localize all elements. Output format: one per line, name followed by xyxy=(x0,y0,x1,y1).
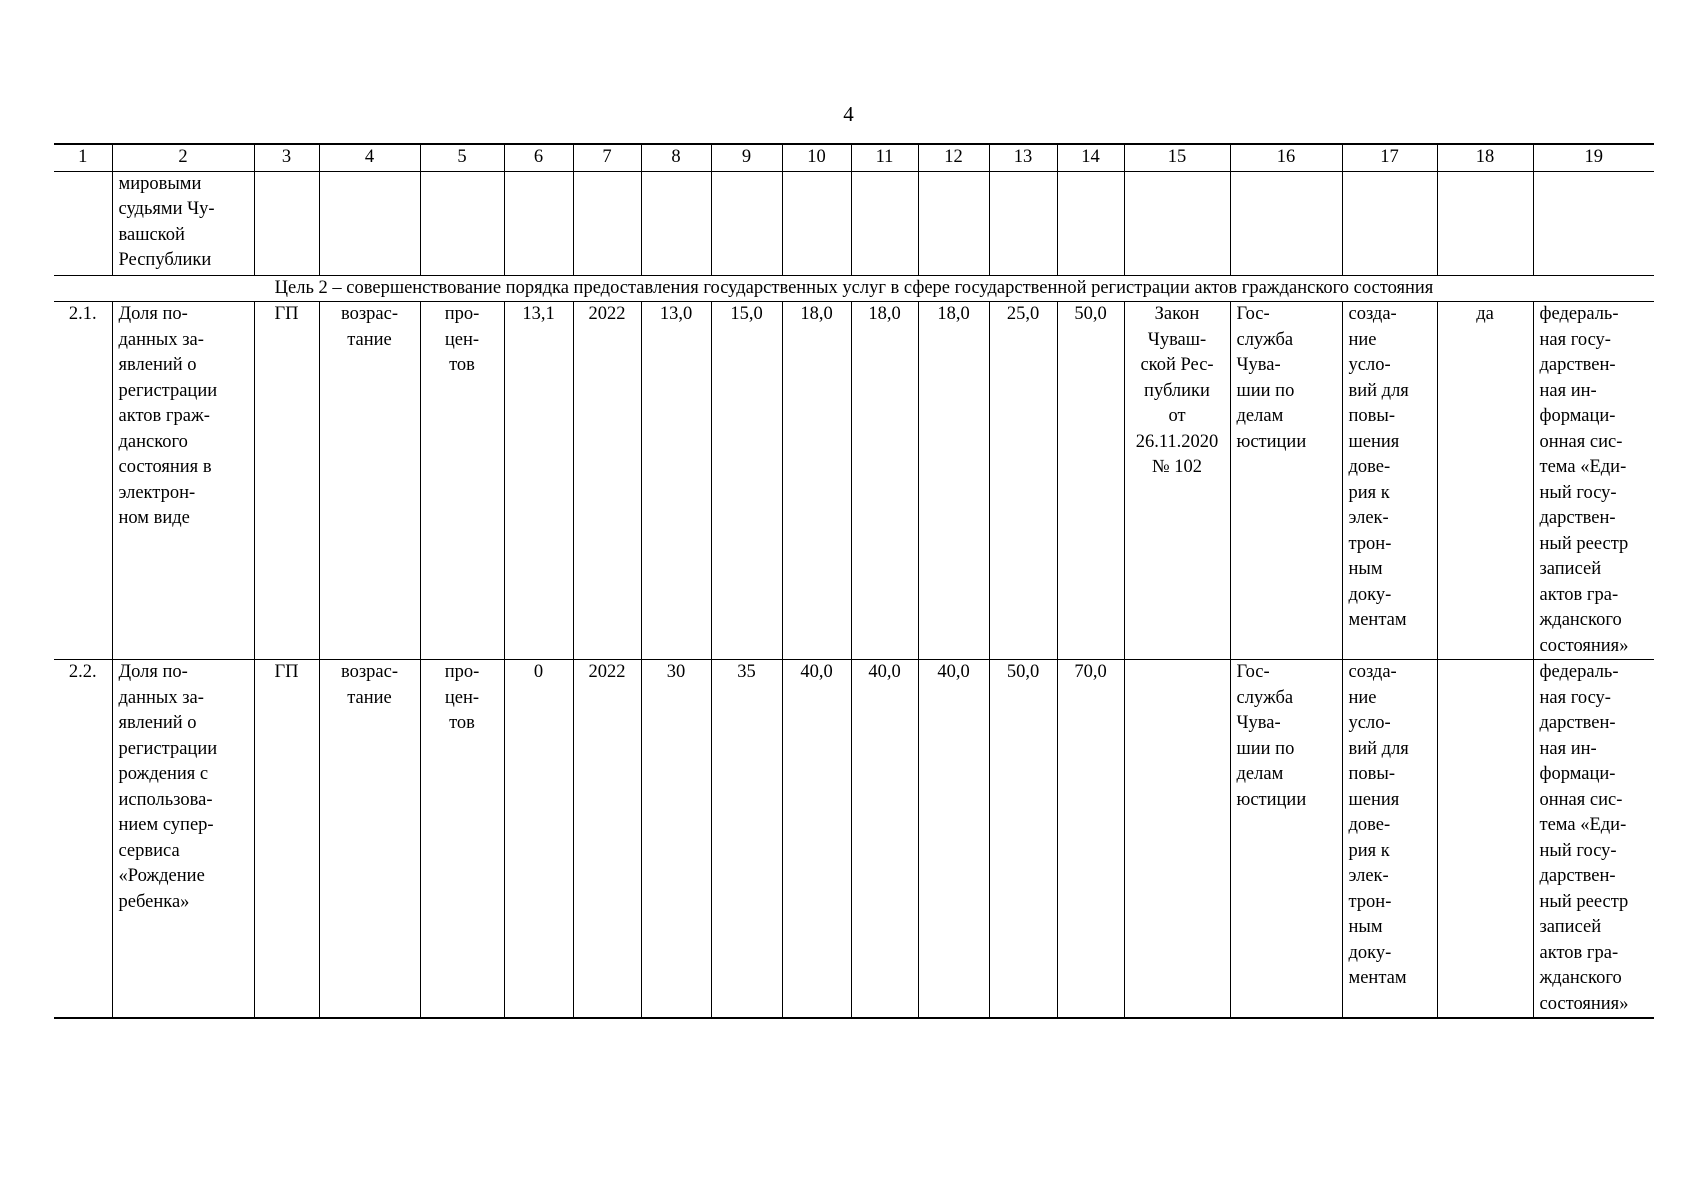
column-number: 7 xyxy=(573,144,641,171)
value-cell: 15,0 xyxy=(711,302,782,660)
value-cell: 18,0 xyxy=(851,302,918,660)
document-cell xyxy=(1124,660,1230,1019)
column-number: 11 xyxy=(851,144,918,171)
table-row xyxy=(54,302,1654,660)
flag-cell xyxy=(1437,660,1533,1019)
goal-heading: Цель 2 – совершенствование порядка предоставления государственных услуг в сфере государственной регистрации актов гражданского состояния xyxy=(54,275,1654,302)
trend-cell: возрас- тание xyxy=(319,660,420,1019)
table-cell xyxy=(1230,171,1342,275)
row-number: 2.1. xyxy=(54,302,112,660)
indicator-name-cell: Доля по- данных за- явлений о регистрации актов граж- данского состояния в электрон- ном виде xyxy=(112,302,254,660)
value-cell: 70,0 xyxy=(1057,660,1124,1019)
base-value-cell: 0 xyxy=(504,660,573,1019)
responsible-cell: Гос- служба Чува- шии по делам юстиции xyxy=(1230,660,1342,1019)
program-type-cell: ГП xyxy=(254,302,319,660)
table-cell xyxy=(1124,171,1230,275)
indicators-table xyxy=(54,143,1654,1019)
value-cell: 50,0 xyxy=(1057,302,1124,660)
column-number: 19 xyxy=(1533,144,1654,171)
table-cell xyxy=(1342,171,1437,275)
column-number: 14 xyxy=(1057,144,1124,171)
table-cell xyxy=(711,171,782,275)
information-system-cell: федераль- ная госу- дарствен- ная ин- формаци- онная сис- тема «Еди- ный госу- дарствен- ный реестр записей актов гра- жданского состояния» xyxy=(1533,302,1654,660)
purpose-cell: созда- ние усло- вий для повы- шения дове- рия к элек- трон- ным доку- ментам xyxy=(1342,302,1437,660)
responsible-cell: Гос- служба Чува- шии по делам юстиции xyxy=(1230,302,1342,660)
table-cell xyxy=(319,171,420,275)
base-value-cell: 13,1 xyxy=(504,302,573,660)
value-cell: 40,0 xyxy=(782,660,851,1019)
column-number: 3 xyxy=(254,144,319,171)
column-number: 4 xyxy=(319,144,420,171)
unit-cell: про- цен- тов xyxy=(420,302,504,660)
table-cell xyxy=(1533,171,1654,275)
continuation-row xyxy=(54,171,1654,275)
base-year-cell: 2022 xyxy=(573,302,641,660)
table-cell xyxy=(851,171,918,275)
value-cell: 50,0 xyxy=(989,660,1057,1019)
column-number: 2 xyxy=(112,144,254,171)
column-number: 16 xyxy=(1230,144,1342,171)
table-cell xyxy=(1437,171,1533,275)
value-cell: 40,0 xyxy=(851,660,918,1019)
table-cell xyxy=(54,171,112,275)
column-number: 9 xyxy=(711,144,782,171)
value-cell: 13,0 xyxy=(641,302,711,660)
table-cell xyxy=(989,171,1057,275)
column-number: 17 xyxy=(1342,144,1437,171)
table-cell xyxy=(420,171,504,275)
table-cell xyxy=(504,171,573,275)
value-cell: 18,0 xyxy=(782,302,851,660)
column-number: 8 xyxy=(641,144,711,171)
information-system-cell: федераль- ная госу- дарствен- ная ин- формаци- онная сис- тема «Еди- ный госу- дарствен- ный реестр записей актов гра- жданского состояния» xyxy=(1533,660,1654,1019)
purpose-cell: созда- ние усло- вий для повы- шения дове- рия к элек- трон- ным доку- ментам xyxy=(1342,660,1437,1019)
table-cell xyxy=(254,171,319,275)
column-number: 15 xyxy=(1124,144,1230,171)
column-number: 10 xyxy=(782,144,851,171)
flag-cell: да xyxy=(1437,302,1533,660)
column-number-row xyxy=(54,144,1654,171)
table-cell xyxy=(1057,171,1124,275)
value-cell: 25,0 xyxy=(989,302,1057,660)
column-number: 12 xyxy=(918,144,989,171)
row-number: 2.2. xyxy=(54,660,112,1019)
column-number: 6 xyxy=(504,144,573,171)
value-cell: 35 xyxy=(711,660,782,1019)
page-number: 4 xyxy=(843,102,854,126)
base-year-cell: 2022 xyxy=(573,660,641,1019)
table-cell xyxy=(782,171,851,275)
indicator-name-cell: Доля по- данных за- явлений о регистрации рождения с использова- нием супер- сервиса «Рождение ребенка» xyxy=(112,660,254,1019)
trend-cell: возрас- тание xyxy=(319,302,420,660)
unit-cell: про- цен- тов xyxy=(420,660,504,1019)
value-cell: 18,0 xyxy=(918,302,989,660)
document-cell: Закон Чуваш- ской Рес- публики от 26.11.2020 № 102 xyxy=(1124,302,1230,660)
column-number: 18 xyxy=(1437,144,1533,171)
column-number: 5 xyxy=(420,144,504,171)
value-cell: 30 xyxy=(641,660,711,1019)
column-number: 13 xyxy=(989,144,1057,171)
value-cell: 40,0 xyxy=(918,660,989,1019)
table-cell xyxy=(918,171,989,275)
goal-row xyxy=(54,275,1654,302)
table-row xyxy=(54,660,1654,1019)
indicator-name-cell: мировыми судьями Чу- вашской Республики xyxy=(112,171,254,275)
table-cell xyxy=(641,171,711,275)
table-cell xyxy=(573,171,641,275)
program-type-cell: ГП xyxy=(254,660,319,1019)
column-number: 1 xyxy=(54,144,112,171)
